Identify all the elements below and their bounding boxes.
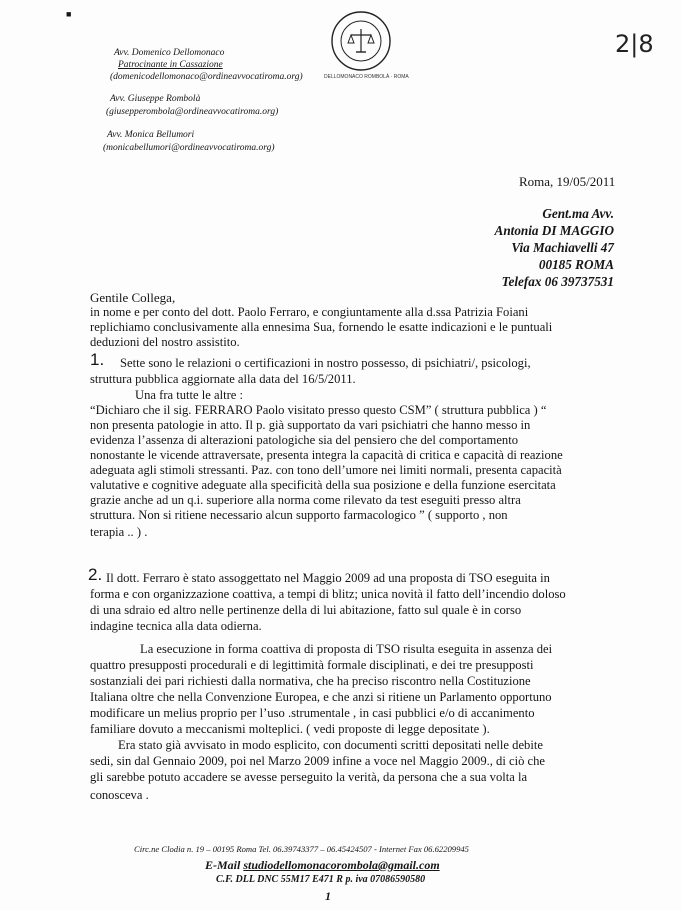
section-1-quote-line: valutative e cognitive adeguate alla specificità della sua posizione e della funzione esercitata <box>90 478 556 492</box>
lawyer-3-email: (monicabellumori@ordineavvocatiroma.org) <box>103 143 275 153</box>
footer-fiscal: C.F. DLL DNC 55M17 E471 R p. iva 07086590580 <box>216 874 426 885</box>
place-date: Roma, 19/05/2011 <box>519 174 616 189</box>
recipient-salutation: Gent.ma Avv. <box>542 206 614 221</box>
footer-email-link[interactable]: studiodellomonacorombola@gmail.com <box>243 858 440 872</box>
section-1-quote-line: grazie anche ad un q.i. superiore alla norma come rilevato da test eseguiti presso altra <box>90 493 521 507</box>
section-2-line: indagine tecnica alla data odierna. <box>90 619 262 633</box>
footer-address: Circ.ne Clodia n. 19 – 00195 Roma Tel. 06.39743377 – 06.45424507 - Internet Fax 06.62209945 <box>134 844 469 854</box>
section-2-line: Era stato già avvisato in modo esplicito, con documenti scritti depositati nelle debite <box>118 738 543 752</box>
section-2-line: Il dott. Ferraro è stato assoggettato nel Maggio 2009 ad una proposta di TSO eseguita in <box>106 571 550 585</box>
section-2-line: di una sdraio ed altro nelle pertinenze della di lui abitazione, fatto sul quale è in corso <box>90 603 522 617</box>
section-1-quote-line: nonostante le vicende attraversate, presenta integra la capacità di critica e capacità di reazione <box>90 448 563 462</box>
page-number: 1 <box>325 889 331 903</box>
section-1-line: Sette sono le relazioni o certificazioni in nostro possesso, di psichiatri/, psicologi, <box>120 356 531 370</box>
page-mark: 2|8 <box>615 30 654 58</box>
top-mark: ■ <box>66 9 72 19</box>
lawyer-2-email: (giusepperombola@ordineavvocatiroma.org) <box>106 107 279 117</box>
lawyer-2-name: Avv. Giuseppe Rombolà <box>110 94 201 104</box>
recipient-street: Via Machiavelli 47 <box>511 240 614 255</box>
section-2-line: gli sarebbe potuto accadere se avesse perseguito la verità, da persona che a sua volta la <box>90 770 528 784</box>
section-2-line: familiare dovuto a meccanismi molteplici. ( vedi proposte di legge depositate ). <box>90 722 490 736</box>
intro-line-3: deduzioni del nostro assistito. <box>90 335 240 349</box>
lawyer-1-title: Patrocinante in Cassazione <box>118 60 223 70</box>
footer-email-label: E-Mail <box>205 858 241 872</box>
section-2-line: La esecuzione in forma coattiva di proposta di TSO risulta eseguita in assenza dei <box>140 642 553 656</box>
section-2-line: forma e con organizzazione coattiva, a tempi di blitz; unica novità il fatto dell’incendio doloso <box>90 587 566 601</box>
seal-icon <box>330 10 392 72</box>
section-1-number: 1. <box>90 350 105 369</box>
seal-text: DELLOMONACO ROMBOLÀ · ROMA <box>324 74 409 80</box>
footer-email-row <box>205 858 440 873</box>
section-2-line: sedi, sin dal Gennaio 2009, poi nel Marzo 2009 infine a voce nel Maggio 2009., di ciò che <box>90 754 546 768</box>
section-1-quote-line: “Dichiaro che il sig. FERRARO Paolo visitato presso questo CSM” ( struttura pubblica ) “ <box>90 403 547 417</box>
section-1-quote-line: terapia .. ) . <box>90 525 148 539</box>
section-1-quote-line: evidenza l’assenza di alterazioni patologiche sia del pensiero che del comportamento <box>90 433 519 447</box>
section-2-number: 2. <box>88 565 103 584</box>
lawyer-1-email: (domenicodellomonaco@ordineavvocatiroma.org) <box>110 72 303 82</box>
recipient-city: 00185 ROMA <box>538 257 614 272</box>
section-1-quote-line: struttura. Non si ritiene necessario alcun supporto farmacologico ” ( supporto , non <box>90 508 508 522</box>
section-1-quote-line: adeguata agli stimoli stressanti. Paz. con tono dell’umore nei limiti normali, presenta capacità <box>90 463 562 477</box>
intro-line-1: in nome e per conto del dott. Paolo Ferraro, e congiuntamente alla d.ssa Patrizia Foiani <box>90 305 529 319</box>
law-firm-seal <box>324 10 409 80</box>
intro-line-2: replichiamo conclusivamente alla ennesima Sua, fornendo le esatte indicazioni e le puntuali <box>90 320 553 334</box>
section-1-quote-line: non presenta patologie in atto. Il p. già supportato da vari psichiatri che hanno messo in <box>90 418 531 432</box>
section-2-line: quattro presupposti procedurali e di legittimità formale disciplinati, e dei tre presupposti <box>90 658 534 672</box>
greeting: Gentile Collega, <box>90 290 176 305</box>
section-2-line: Italiana oltre che nella Convenzione Europea, e che anzi si ritiene un Parlamento opportuno <box>90 690 552 704</box>
section-2-line: sostanziali dei pari richiesti dalla normativa, che ha preciso riscontro nella Costituzione <box>90 674 531 688</box>
section-2-line: modificare un melius proprio per l’uso .strumentale , in casi pubblici e/o di accanimento <box>90 706 535 720</box>
section-2-line: conosceva . <box>90 788 149 802</box>
recipient-fax: Telefax 06 39737531 <box>501 274 614 289</box>
lawyer-3-name: Avv. Monica Bellumori <box>107 130 195 140</box>
lawyer-1-name: Avv. Domenico Dellomonaco <box>114 48 225 58</box>
section-1-line: Una fra tutte le altre : <box>135 388 244 402</box>
section-1-line: struttura pubblica aggiornate alla data del 16/5/2011. <box>90 372 356 386</box>
recipient-name: Antonia DI MAGGIO <box>494 223 614 238</box>
